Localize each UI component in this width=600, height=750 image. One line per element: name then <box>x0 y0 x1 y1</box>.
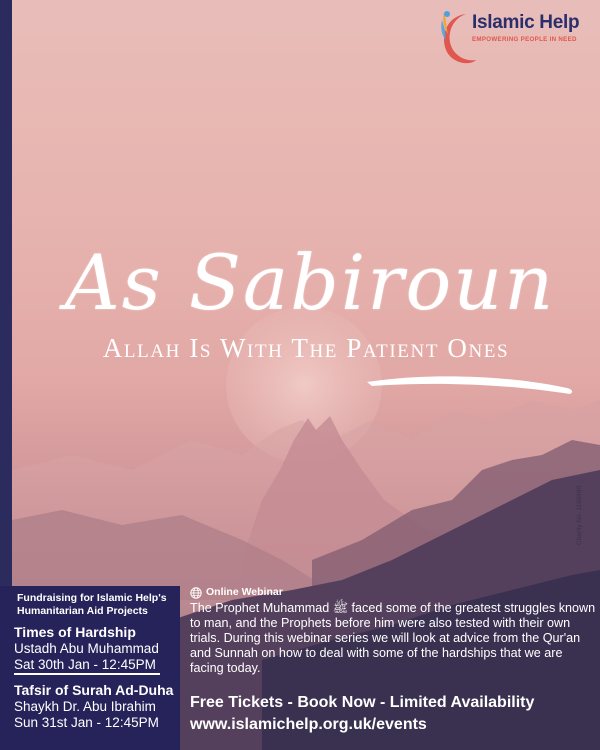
events-link[interactable]: www.islamichelp.org.uk/events <box>190 716 427 733</box>
call-to-action <box>190 692 534 736</box>
fundraising-heading <box>17 592 177 618</box>
swoosh <box>367 376 572 394</box>
session-title: Times of Hardship <box>14 624 136 640</box>
page-subtitle: Allah Is With The Patient Ones <box>102 333 510 363</box>
charity-number: Charity No. 1160490 <box>576 485 583 545</box>
session-speaker: Ustadh Abu Muhammad <box>14 641 159 656</box>
fundraising-heading-line1: Fundraising for Islamic Help's <box>17 592 167 604</box>
session-title: Tafsir of Surah Ad-Duha <box>14 682 174 698</box>
webinar-label-row <box>190 586 596 599</box>
webinar-info <box>190 586 596 676</box>
webinar-label: Online Webinar <box>206 586 283 598</box>
session-divider <box>14 673 160 675</box>
page-title: As Sabiroun <box>64 238 556 327</box>
logo-tagline: EMPOWERING PEOPLE IN NEED <box>472 36 577 43</box>
webinar-description: The Prophet Muhammad ﷺ faced some of the greatest struggles known to man, and the Prophets before him were also tested with their own trials. During this webinar series we will look at advice from the Qur'an and Sunnah on how to deal with some of the hardships that we are facing today. <box>190 601 596 675</box>
islamic-help-logo <box>436 6 600 66</box>
tickets-line: Free Tickets - Book Now - Limited Availability <box>190 694 535 711</box>
session-speaker: Shaykh Dr. Abu Ibrahim <box>14 699 156 714</box>
globe-icon <box>190 587 202 599</box>
logo-name: Islamic Help <box>472 12 580 33</box>
session-datetime: Sun 31st Jan - 12:45PM <box>14 715 159 730</box>
fundraising-heading-line2: Humanitarian Aid Projects <box>17 605 148 617</box>
session-2 <box>14 682 180 731</box>
crescent-icon <box>436 6 476 66</box>
session-1 <box>14 624 180 673</box>
session-datetime: Sat 30th Jan - 12:45PM <box>14 657 156 672</box>
